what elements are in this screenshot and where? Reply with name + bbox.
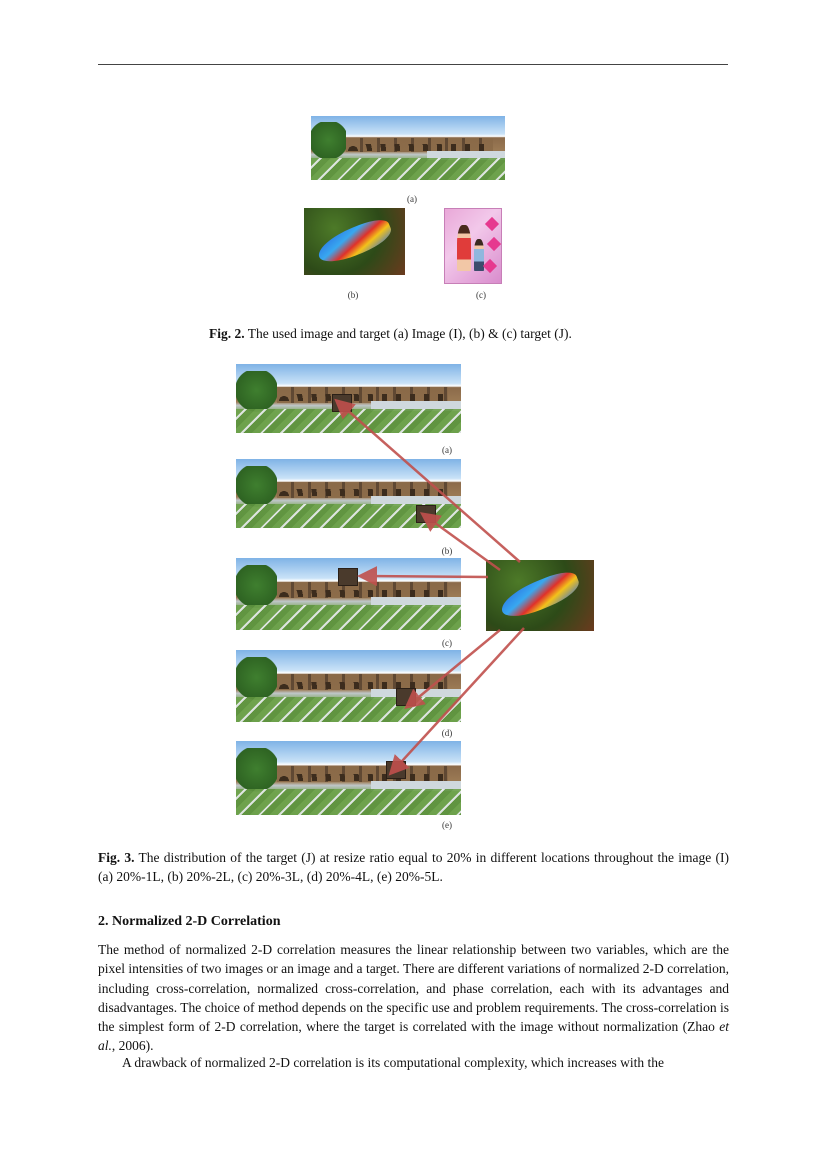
- fig3-caption: [98, 848, 729, 886]
- fig2-caption-text: The used image and target (a) Image (I), (b) & (c) target (J).: [244, 326, 572, 341]
- fig3-image-c: [236, 558, 461, 630]
- paragraph-1: [98, 940, 729, 1056]
- paragraph-1-year: , 2006).: [111, 1038, 154, 1054]
- fig3-caption-text: The distribution of the target (J) at resize ratio equal to 20% in different locations throughout the image (I) (a) 20%-1L, (b) 20%-2L, (c) 20%-3L, (d) 20%-4L, (e) 20%-5L.: [98, 850, 730, 884]
- section-title: Normalized 2-D Correlation: [112, 914, 281, 929]
- fig2-children-target: [444, 208, 502, 284]
- fig2-label-b: (b): [347, 290, 359, 300]
- fig3-label-a: (a): [442, 445, 452, 455]
- fig2-caption-label: Fig. 2.: [209, 326, 245, 341]
- paragraph-2: A drawback of normalized 2-D correlation is its computational complexity, which increases with the: [122, 1055, 664, 1070]
- paragraph-1-text: The method of normalized 2-D correlation measures the linear relationship between two variables, which are the pixel intensities of two images or an image and a target. There are different variations of normalized 2-D correlation, including cross-correlation, normalized cross-correlation, and phase correlation, each with its advantages and disadvantages. The choice of method depends on the specific use and problem requirements. The cross-correlation is the simplest form of 2-D correlation, where the target is correlated with the image without normalization (Zhao: [98, 942, 729, 1035]
- fig2-label-c: (c): [476, 290, 486, 300]
- fig3-parrot-target: [486, 560, 594, 631]
- section-heading: [98, 914, 280, 930]
- fig3-label-e: (e): [442, 820, 452, 830]
- header-rule: [98, 64, 728, 65]
- section-number: 2.: [98, 914, 109, 929]
- fig3-image-a: [236, 364, 461, 433]
- fig3-image-e: [236, 741, 461, 815]
- fig2-parrot-target: [304, 208, 405, 275]
- paragraph-1-etal: et al.: [98, 1019, 729, 1054]
- fig3-caption-label: Fig. 3.: [98, 850, 135, 865]
- fig3-label-c: (c): [442, 638, 452, 648]
- fig2-label-a: (a): [407, 194, 417, 204]
- fig2-image-i: [311, 116, 505, 180]
- fig3-label-b: (b): [441, 546, 453, 556]
- fig3-image-b: [236, 459, 461, 528]
- fig2-caption: [209, 324, 572, 343]
- fig3-image-d: [236, 650, 461, 722]
- fig3-label-d: (d): [441, 728, 453, 738]
